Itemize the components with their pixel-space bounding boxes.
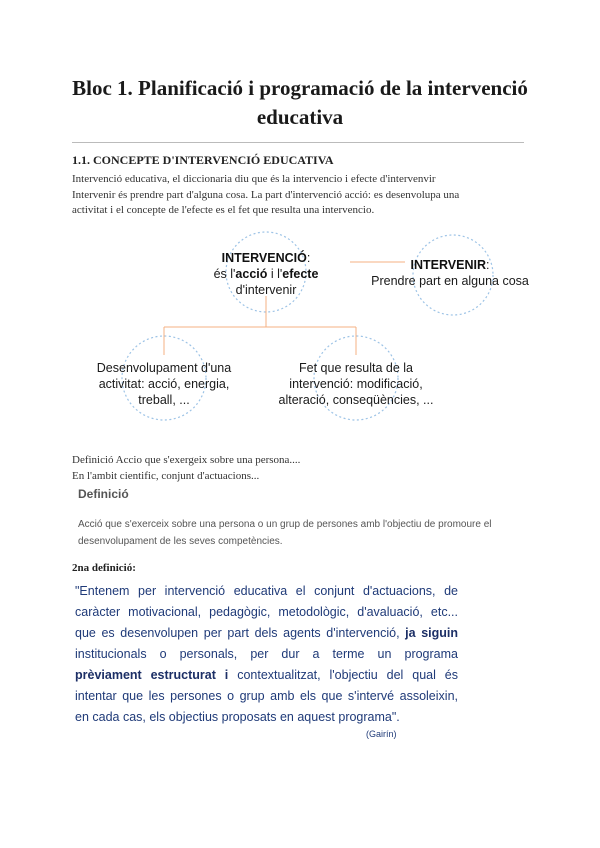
quote-line: caràcter motivacional, pedagògic, metodològic, d'avaluació, etc... (75, 605, 458, 619)
intro-line: activitat i el concepte de l'efecte es el fet que resulta una intervencio. (72, 204, 375, 216)
divider (72, 142, 524, 143)
node-intervencio-label: INTERVENCIÓ (221, 251, 307, 265)
title-line-2: educativa (256, 105, 344, 129)
quote-line: intentar que les persones o grup amb els que s'intervé assoleixin, (75, 689, 458, 703)
section-heading: 1.1. CONCEPTE D'INTERVENCIÓ EDUCATIVA (72, 153, 334, 167)
definition-box-text: Acció que s'exerceix sobre una persona o un grup de persones amb l'objectiu de promoure el desenvolupament de les seves competències. (78, 519, 492, 547)
quote-line: "Entenem per intervenció educativa el conjunt d'actuacions, de (75, 584, 458, 598)
quote-line: que es desenvolupen per part dels agents d'intervenció, ja siguin (75, 626, 458, 640)
quote-line: institucionals o personals, per dur a terme un programa (75, 647, 458, 661)
node-intervencio: INTERVENCIÓ: és l'acció i l'efecte d'intervenir (213, 251, 319, 297)
page-title (40, 74, 560, 132)
intro-paragraph (72, 172, 532, 219)
definition-notes (72, 453, 300, 484)
quote-source: (Gairín) (366, 729, 397, 739)
title-line-1: Bloc 1. Planificació i programació de la intervenció (72, 76, 528, 100)
definition-note: Definició Accio que s'exergeix sobre una persona.... (72, 454, 301, 466)
definition-box-title: Definició (78, 487, 129, 501)
node-fet: Fet que resulta de la intervenció: modificació, alteració, conseqüències, ... (278, 361, 434, 407)
node-intervenir-label: INTERVENIR (410, 258, 486, 272)
second-definition-label: 2na definició: (72, 562, 136, 574)
node-desenvolupament: Desenvolupament d'una activitat: acció, energia, treball, ... (96, 361, 232, 407)
intro-line: Intervenir és prendre part d'alguna cosa. La part d'intervenció acció: es desenvolupa una (72, 188, 460, 201)
definition-note: En l'ambit cientific, conjunt d'actuacions... (72, 469, 260, 482)
node-intervenir: INTERVENIR: Prendre part en alguna cosa (371, 258, 529, 288)
quote-line: prèviament estructurat i contextualitzat, l'objectiu del qual és (75, 668, 458, 682)
intro-line: Intervenció educativa, el diccionaria diu que és la intervencio i efecte d'intervenvir (72, 173, 436, 185)
gairin-quote (75, 581, 458, 728)
quote-line: en cada cas, els objectius proposats en aquest programa". (75, 710, 400, 724)
